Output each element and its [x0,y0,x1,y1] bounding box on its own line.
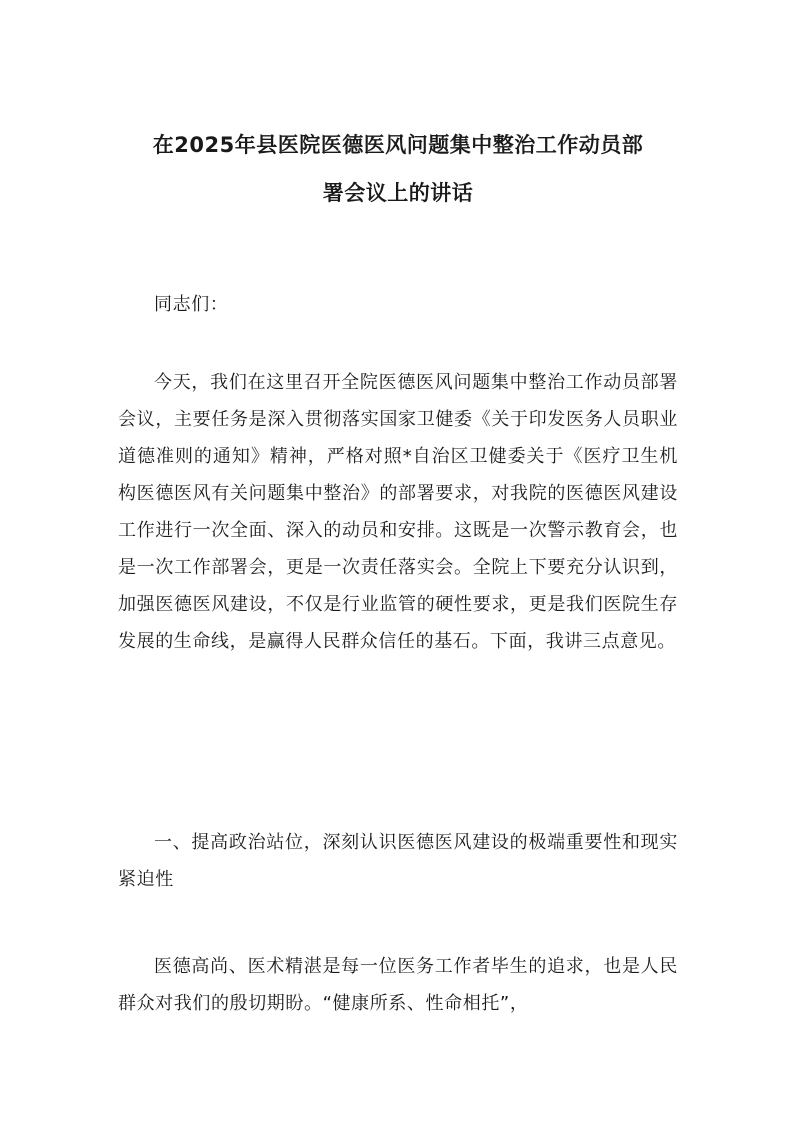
document-title-line-1: 在2025年县医院医德医风问题集中整治工作动员部 [152,133,644,157]
salutation: 同志们： [154,294,229,315]
body-paragraph-2: 医德高尚、医术精湛是每一位医务工作者毕生的追求，也是人民群众对我们的殷切期盼。“健康所系、性命相托”， [118,956,678,1014]
document-title-line-2: 署会议上的讲话 [322,181,474,205]
body-paragraph-1: 今天，我们在这里召开全院医德医风问题集中整治工作动员部署会议，主要任务是深入贯彻落实国家卫健委《关于印发医务人员职业道德准则的通知》精神，严格对照*自治区卫健委关于《医疗卫生机构医德医风有关问题集中整治》的部署要求，对我院的医德医风建设工作进行一次全面、深入的动员和安排。这既是一次警示教育会，也是一次工作部署会，更是一次责任落实会。全院上下要充分认识到，加强医德医风建设，不仅是行业监管的硬性要求，更是我们医院生存发展的生命线，是赢得人民群众信任的基石。下面，我讲三点意见。 [118,372,678,652]
section-heading-1: 一、提高政治站位，深刻认识医德医风建设的极端重要性和现实紧迫性 [118,832,678,890]
